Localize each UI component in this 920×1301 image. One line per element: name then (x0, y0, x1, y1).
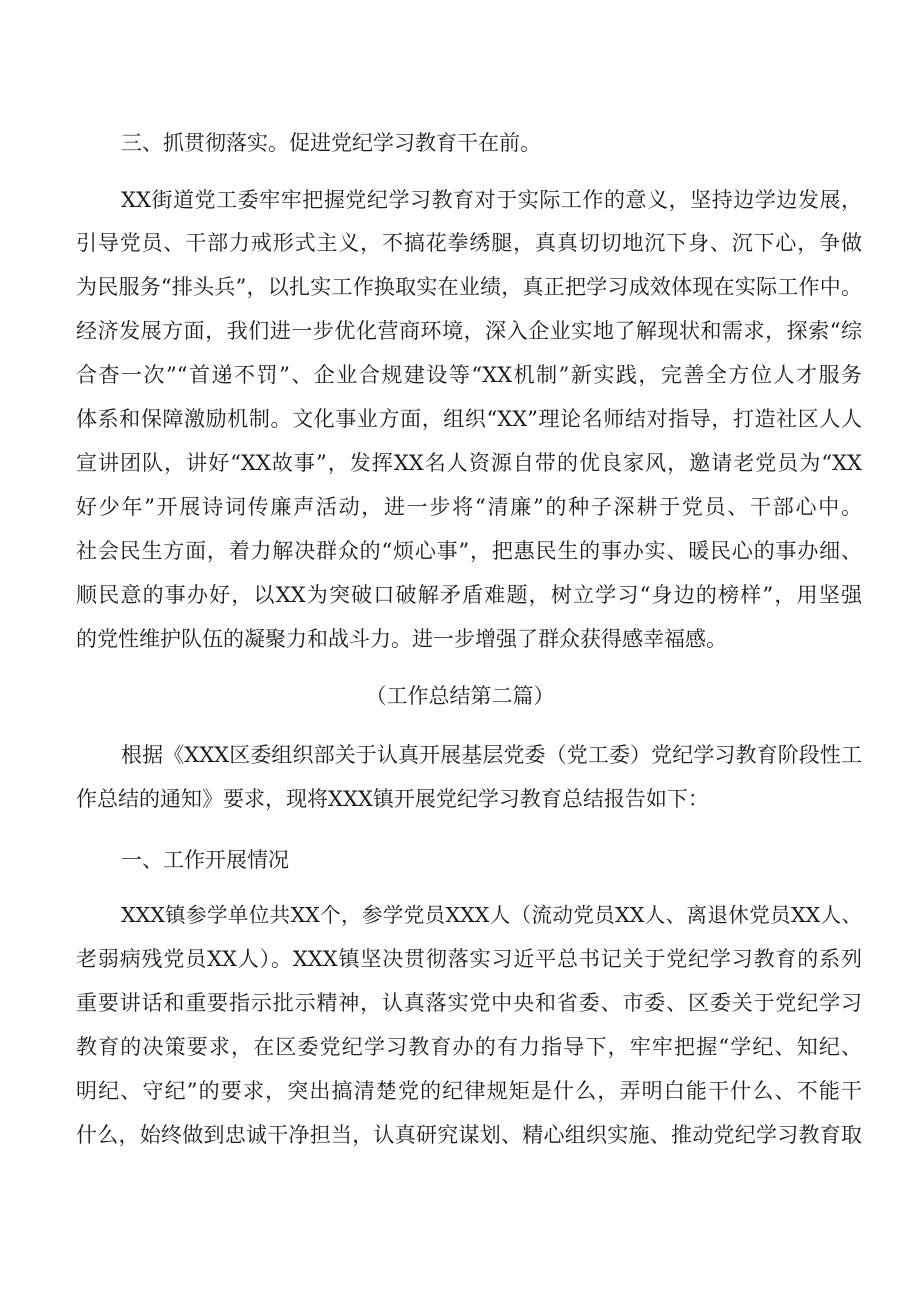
paragraph-line: 经济发展方面，我们进一步优化营商环境，深入企业实地了解现状和需求，探索“综 (76, 319, 862, 343)
paragraph-line: 顺民意的事办好，以XX为突破口破解矛盾难题，树立学习“身边的榜样”，用坚强 (76, 583, 862, 607)
paragraph-line: 的党性维护队伍的凝聚力和战斗力。进一步增强了群众获得感幸福感。 (76, 627, 727, 651)
intro-line: 作总结的通知》要求，现将XXX镇开展党纪学习教育总结报告如下： (76, 787, 709, 811)
paragraph-line: 为民服务“排头兵”，以扎实工作换取实在业绩，真正把学习成效体现在实际工作中。 (76, 275, 862, 299)
intro-line: 根据《XXX区委组织部关于认真开展基层党委（党工委）党纪学习教育阶段性工 (121, 743, 862, 767)
paragraph-line: 重要讲话和重要指示批示精神，认真落实党中央和省委、市委、区委关于党纪学习 (76, 991, 862, 1015)
section-heading: 一、工作开展情况 (121, 848, 289, 872)
paragraph-line: XX街道党工委牢牢把握党纪学习教育对于实际工作的意义，坚持边学边发展， (121, 188, 862, 212)
paragraph-line: 体系和保障激励机制。文化事业方面，组织“XX”理论名师结对指导，打造社区人人 (76, 407, 862, 431)
paragraph-line: 什么，始终做到忠诚干净担当，认真研究谋划、精心组织实施、推动党纪学习教育取 (76, 1123, 862, 1147)
section-heading: 三、抓贯彻落实。促进党纪学习教育干在前。 (121, 131, 541, 155)
paragraph-line: 好少年”开展诗词传廉声活动，进一步将“清廉”的种子深耕于党员、干部心中。 (76, 495, 862, 519)
paragraph-line: XXX镇参学单位共XX个，参学党员XXX人（流动党员XX人、离退休党员XX人、 (121, 903, 862, 927)
part-title: （工作总结第二篇） (365, 684, 555, 708)
paragraph-line: 老弱病残党员XX人）。XXX镇坚决贯彻落实习近平总书记关于党纪学习教育的系列 (76, 947, 862, 971)
paragraph-line: 教育的决策要求，在区委党纪学习教育办的有力指导下，牢牢把握“学纪、知纪、 (76, 1035, 862, 1059)
paragraph-line: 合杳一次”“首递不罚”、企业合规建设等“XX机制”新实践，完善全方位人才服务 (76, 363, 862, 387)
paragraph-line: 明纪、守纪”的要求，突出搞清楚党的纪律规矩是什么，弄明白能干什么、不能干 (76, 1079, 862, 1103)
paragraph-line: 宣讲团队，讲好“XX故事”，发挥XX名人资源自带的优良家风，邀请老党员为“XX (76, 451, 862, 475)
paragraph-line: 引导党员、干部力戒形式主义，不搞花拳绣腿，真真切切地沉下身、沉下心，争做 (76, 231, 862, 255)
paragraph-line: 社会民生方面，着力解决群众的“烦心事”，把惠民生的事办实、暖民心的事办细、 (76, 539, 862, 563)
